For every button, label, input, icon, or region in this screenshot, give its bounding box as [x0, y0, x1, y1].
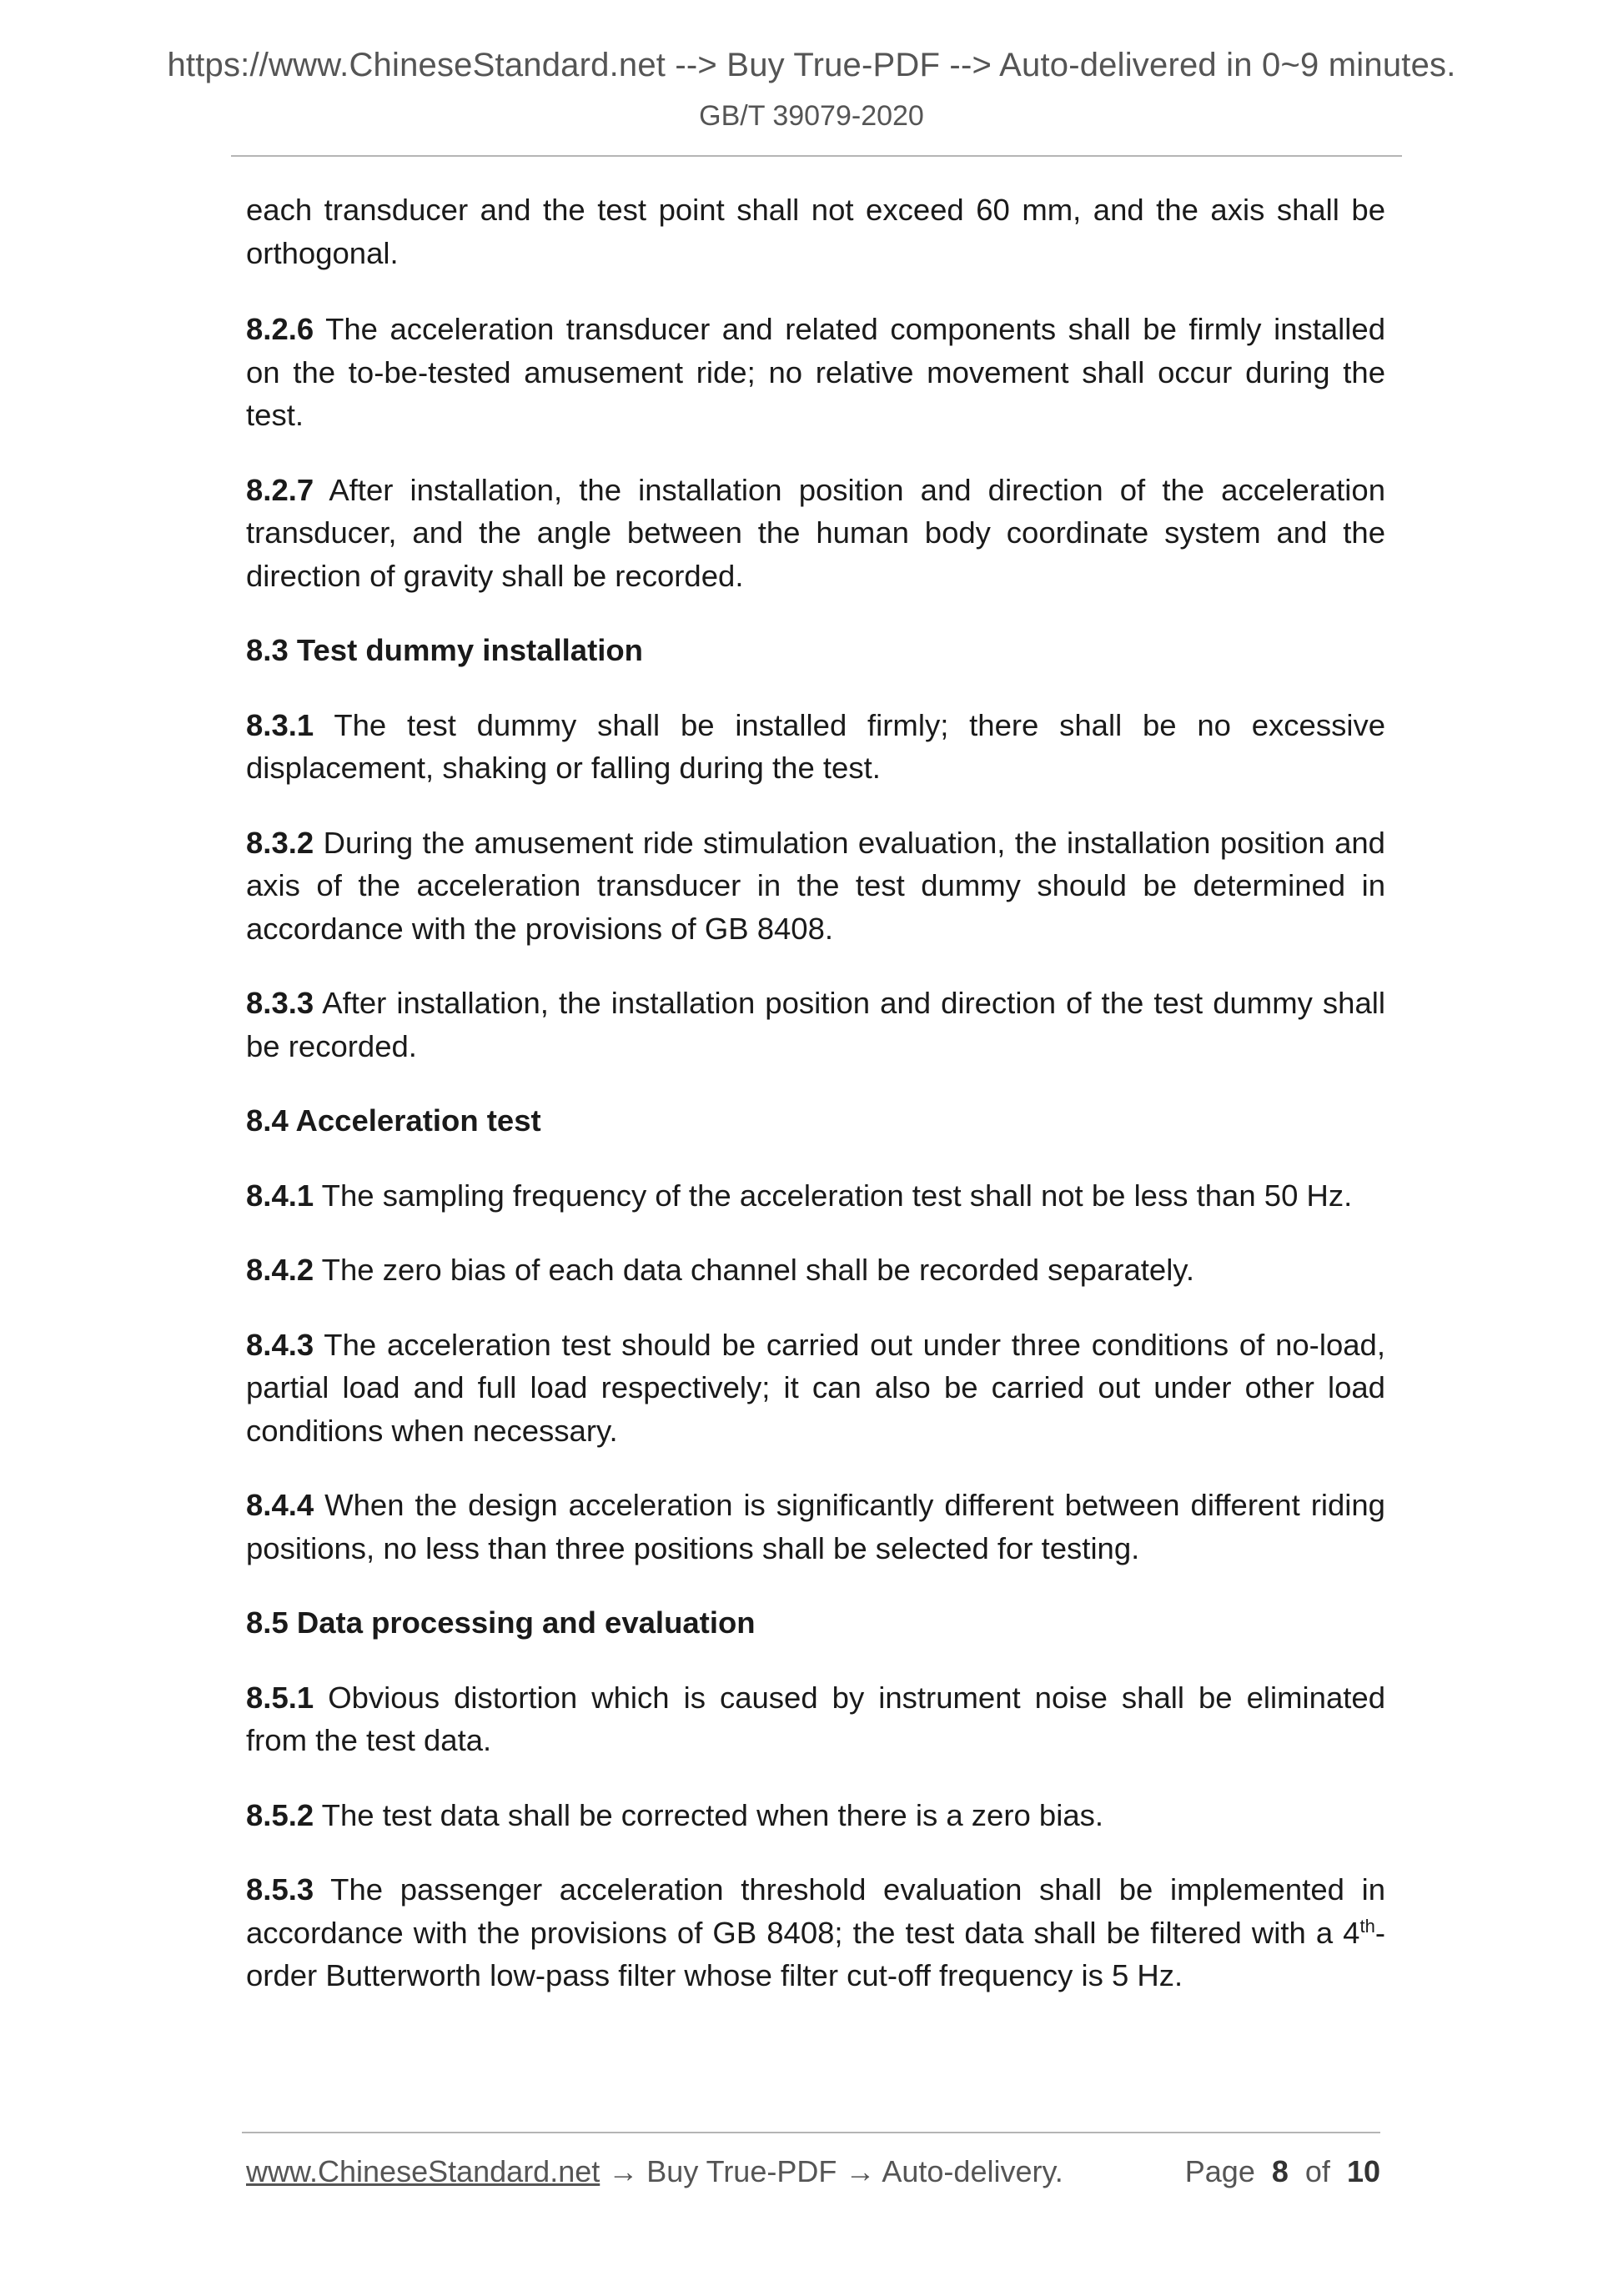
section-heading-8-4: 8.4 Acceleration test: [246, 1103, 541, 1138]
clause-number: 8.2.7: [246, 472, 314, 507]
clause-number: 8.3.3: [246, 986, 314, 1020]
clause-number: 8.4.2: [246, 1253, 314, 1287]
clause-8-2-6: [246, 308, 1385, 437]
clause-number: 8.4.1: [246, 1178, 314, 1213]
clause-number: 8.4.4: [246, 1488, 314, 1522]
clause-8-4-3: [246, 1324, 1385, 1453]
clause-number: 8.2.6: [246, 312, 314, 346]
of-label: of: [1304, 2154, 1330, 2188]
website-link[interactable]: www.ChineseStandard.net: [246, 2154, 600, 2188]
page-label: Page: [1184, 2154, 1255, 2188]
clause-8-3-2: [246, 821, 1385, 951]
clause-number: 8.3.1: [246, 707, 314, 742]
clause-8-3-3: [246, 982, 1385, 1068]
clause-number: 8.4.3: [246, 1327, 314, 1362]
clause-text: After installation, the installation position and direction of the acceleration transducer, and the angle between the human body coordinate system and the direction of gravity shall be recorded.: [246, 472, 1385, 593]
clause-text-part: -order Butterworth low-pass filter whose filter cut-off frequency is 5 Hz.: [246, 1915, 1385, 1992]
delivery-text: Auto-delivery.: [882, 2154, 1063, 2188]
header-banner: https://www.ChineseStandard.net --> Buy True-PDF --> Auto-delivered in 0~9 minutes.: [167, 47, 1456, 83]
page-indicator: [1185, 2154, 1380, 2189]
clause-text: The test data shall be corrected when there is a zero bias.: [321, 1797, 1104, 1832]
clause-8-2-7: [246, 469, 1385, 598]
clause-number: 8.5.3: [246, 1872, 314, 1907]
clause-text-part: The passenger acceleration threshold evaluation shall be implemented in accordance with the provisions of GB 8408; the test data shall be filtered with a 4: [246, 1872, 1386, 1950]
page-current: 8: [1271, 2154, 1289, 2188]
page-footer: [246, 2154, 1380, 2196]
clause-text: Obvious distortion which is caused by instrument noise shall be eliminated from the test data.: [246, 1680, 1385, 1757]
clause-number: 8.5.1: [246, 1680, 314, 1715]
clause-8-3-1: [246, 704, 1385, 790]
clause-8-5-3: [246, 1868, 1385, 1997]
standard-number: GB/T 39079-2020: [699, 100, 924, 132]
clause-8-5-1: [246, 1676, 1385, 1762]
clause-text: The zero bias of each data channel shall be recorded separately.: [321, 1253, 1194, 1287]
clause-number: 8.3.2: [246, 825, 314, 860]
footer-divider: [242, 2132, 1380, 2133]
arrow-right-icon: →: [608, 2154, 639, 2188]
page-total: 10: [1346, 2154, 1380, 2188]
clause-8-5-2: [246, 1794, 1385, 1837]
clause-text: During the amusement ride stimulation evaluation, the installation position and axis of the acceleration transducer in the test dummy should be determined in accordance with the provisions of GB 8408.: [246, 825, 1385, 946]
section-heading-8-5: 8.5 Data processing and evaluation: [246, 1605, 756, 1640]
buy-text: Buy True-PDF: [646, 2154, 837, 2188]
section-heading-8-3: 8.3 Test dummy installation: [246, 633, 643, 667]
clause-text: When the design acceleration is significantly different between different riding positions, no less than three positions shall be selected for testing.: [246, 1488, 1385, 1565]
document-body: [246, 188, 1385, 2029]
header-divider: [231, 155, 1402, 157]
clause-8-4-2: [246, 1248, 1385, 1292]
arrow-right-icon: →: [845, 2154, 876, 2188]
clause-text: The acceleration test should be carried out under three conditions of no-load, partial load and full load respectively; it can also be carried out under other load conditions when necessary.: [246, 1327, 1385, 1448]
ordinal-superscript: th: [1359, 1915, 1375, 1937]
clause-8-4-1: [246, 1174, 1385, 1218]
clause-text: The acceleration transducer and related components shall be firmly installed on the to-be-tested amusement ride; no relative movement shall occur during the test.: [246, 312, 1385, 432]
paragraph-continued: each transducer and the test point shall not exceed 60 mm, and the axis shall be orthogonal.: [246, 193, 1385, 270]
clause-text: The test dummy shall be installed firmly; there shall be no excessive displacement, shaking or falling during the test.: [246, 707, 1386, 785]
clause-text: After installation, the installation position and direction of the test dummy shall be recorded.: [246, 986, 1385, 1063]
clause-8-4-4: [246, 1484, 1385, 1570]
clause-number: 8.5.2: [246, 1797, 314, 1832]
clause-text: The sampling frequency of the acceleration test shall not be less than 50 Hz.: [321, 1178, 1353, 1213]
footer-promo: [246, 2154, 1063, 2189]
